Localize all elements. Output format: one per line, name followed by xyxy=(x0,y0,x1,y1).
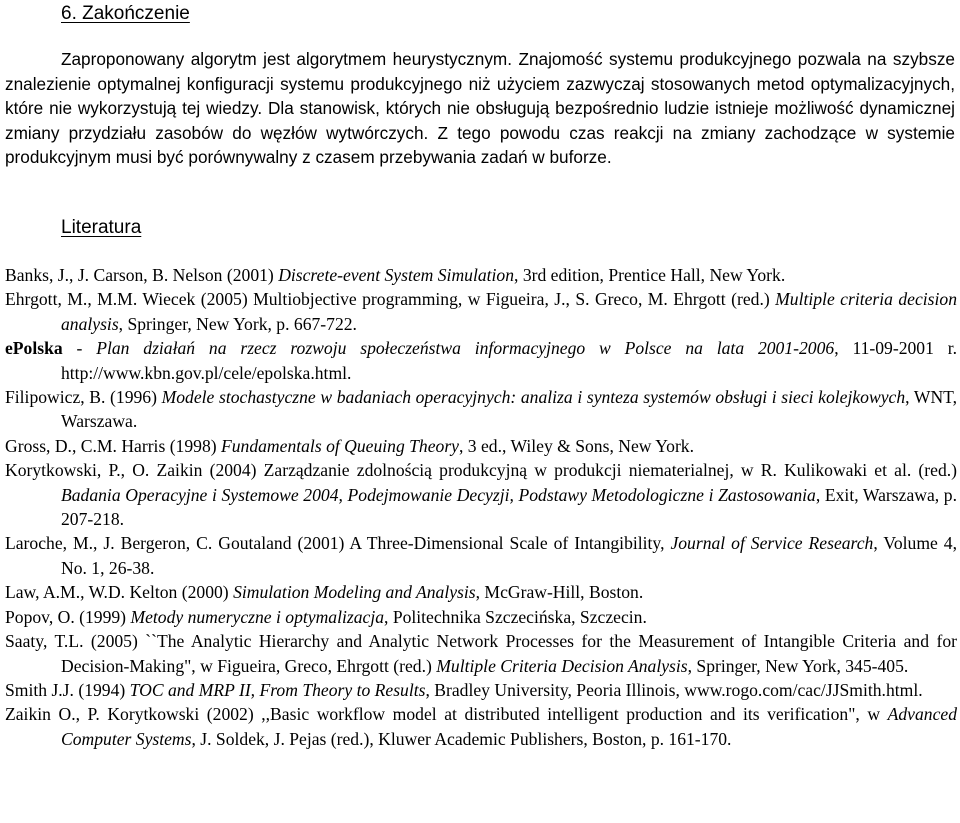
reference-title: Advanced Computer Systems xyxy=(61,704,957,749)
reference-text: , 3 ed., Wiley & Sons, New York. xyxy=(458,435,695,456)
reference-item xyxy=(5,702,957,751)
reference-item xyxy=(5,336,957,385)
reference-text: Korytkowski, P., O. Zaikin (2004) Zarządzanie zdolnością produkcyjną w produkcji niematerialnej, w R. Kulikowaki et al. (red.) xyxy=(5,460,957,481)
reference-text: , J. Soldek, J. Pejas (red.), Kluwer Academic Publishers, Boston, p. 161-170. xyxy=(191,728,732,749)
reference-text: Saaty, T.L. (2005) ``The Analytic Hierarchy and Analytic Network Processes for the Measurement of Intangible Criteria and for Decision-Making", w Figueira, Greco, Ehrgott (red.) xyxy=(5,631,957,676)
reference-title: Multiple criteria decision analysis xyxy=(61,289,958,334)
reference-list xyxy=(5,263,957,751)
reference-item xyxy=(5,458,957,531)
reference-title: - Plan działań na rzecz rozwoju społeczeństwa informacyjnego w Polsce na lata 2001-2006 xyxy=(62,338,835,359)
reference-text: , 3rd edition, Prentice Hall, New York. xyxy=(514,265,786,285)
conclusion-text: Zaproponowany algorytm jest algorytmem heurystycznym. Znajomość systemu produkcyjnego pozwala na szybsze znalezienie optymalnej konfiguracji systemu produkcyjnego niż użyciem zazwyczaj stosowanych metod optymalizacyjnych, które nie wykorzystują tej wiedzy. Dla stanowisk, których nie obsługują bezpośrednio ludzie istnieje możliwość dynamicznej zmiany przydziału zasobów do węzłów wytwórczych. Z tego powodu czas reakcji na zmiany zachodzące w systemie produkcyjnym musi być porównywalny z czasem przebywania zadań w buforze. xyxy=(5,49,955,168)
reference-item xyxy=(5,678,957,702)
reference-text: Smith J.J. (1994) xyxy=(5,679,130,700)
reference-title: Simulation Modeling and Analysis xyxy=(233,582,476,603)
reference-text: , Exit, Warszawa, p. 207-218. xyxy=(61,484,957,530)
reference-text: , Bradley University, Peoria Illinois, www.rogo.com/cac/JJSmith.html. xyxy=(425,679,923,700)
reference-text: , Politechnika Szczecińska, Szczecin. xyxy=(384,606,647,627)
reference-text: , Springer, New York, 345-405. xyxy=(687,655,909,676)
reference-title: TOC and MRP II, From Theory to Results xyxy=(129,679,426,700)
reference-text: Banks, J., J. Carson, B. Nelson (2001) xyxy=(5,265,279,285)
reference-item xyxy=(5,434,957,458)
reference-title: Metody numeryczne i optymalizacja xyxy=(130,606,385,627)
literature-heading: Literatura xyxy=(61,217,142,238)
reference-text: Popov, O. (1999) xyxy=(5,606,131,627)
reference-text: , Springer, New York, p. 667-722. xyxy=(118,313,357,334)
reference-item xyxy=(5,385,957,434)
reference-item xyxy=(5,605,957,629)
reference-text: Gross, D., C.M. Harris (1998) xyxy=(5,435,221,456)
reference-text: ePolska xyxy=(5,338,63,359)
reference-text: Zaikin O., P. Korytkowski (2002) ,,Basic workflow model at distributed intelligent production and its verification", w xyxy=(5,704,888,725)
reference-title: Multiple Criteria Decision Analysis xyxy=(436,655,688,676)
section-heading: 6. Zakończenie xyxy=(61,3,190,24)
reference-text: , 11-09-2001 r. http://www.kbn.gov.pl/cele/epolska.html. xyxy=(61,338,958,383)
reference-text: , Volume 4, No. 1, 26-38. xyxy=(61,533,957,578)
reference-title: Modele stochastyczne w badaniach operacyjnych: analiza i synteza systemów obsługi i sieci kolejkowych xyxy=(161,387,906,408)
reference-text: Law, A.M., W.D. Kelton (2000) xyxy=(5,582,234,603)
reference-item xyxy=(5,263,957,287)
reference-title: Discrete-event System Simulation xyxy=(278,265,515,285)
reference-title: Fundamentals of Queuing Theory xyxy=(221,435,459,456)
reference-text: Ehrgott, M., M.M. Wiecek (2005) Multiobjective programming, w Figueira, J., S. Greco, M. Ehrgott (red.) xyxy=(5,289,776,310)
reference-item xyxy=(5,580,957,604)
reference-item xyxy=(5,531,957,580)
reference-title: Journal of Service Research xyxy=(670,533,874,554)
reference-text: , WNT, Warszawa. xyxy=(61,387,957,432)
reference-title: Badania Operacyjne i Systemowe 2004, Podejmowanie Decyzji, Podstawy Metodologiczne i Zastosowania xyxy=(61,484,816,505)
reference-text: , McGraw-Hill, Boston. xyxy=(475,582,644,603)
reference-text: Laroche, M., J. Bergeron, C. Goutaland (2001) A Three-Dimensional Scale of Intangibility, xyxy=(5,533,671,554)
reference-text: Filipowicz, B. (1996) xyxy=(5,387,162,408)
reference-item xyxy=(5,629,957,678)
conclusion-paragraph xyxy=(5,47,955,170)
reference-item xyxy=(5,287,957,336)
